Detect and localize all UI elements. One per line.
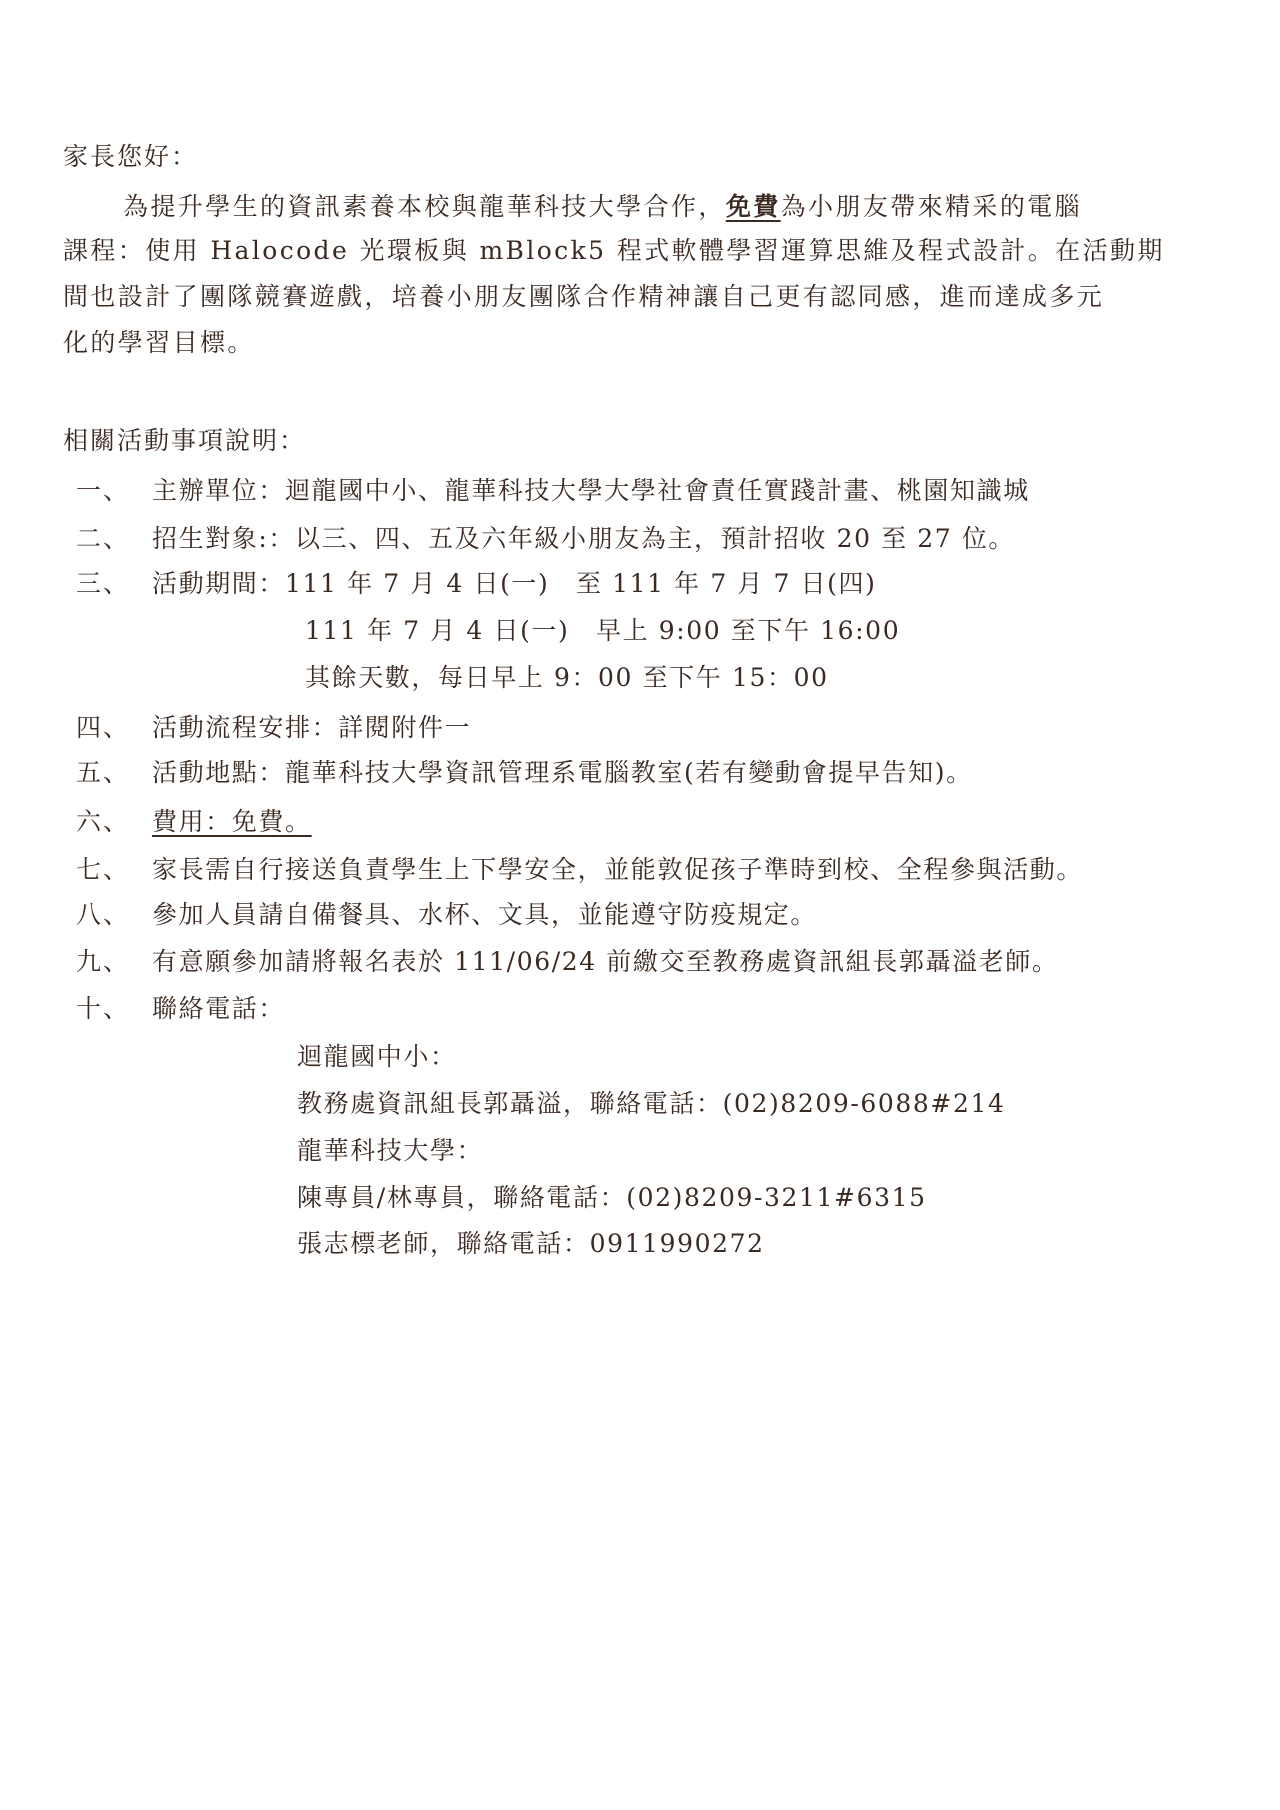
greeting: 家長您好： [63,142,199,171]
item-schedule: 活動流程安排：詳閱附件一 [152,713,472,742]
intro-line-1-a: 為提升學生的資訊素養本校與龍華科技大學合作， [123,192,726,221]
item-pickup: 家長需自行接送負責學生上下學安全，並能敦促孩子準時到校、全程參與活動。 [152,855,1084,884]
item-number: 九、 [76,947,131,976]
item-number: 三、 [76,569,131,598]
item-number: 四、 [76,713,131,742]
contact-university-staff: 陳專員/林專員，聯絡電話：(02)8209-3211#6315 [297,1183,927,1212]
item-number: 一、 [76,476,131,505]
period-other-days: 其餘天數，每日早上 9：00 至下午 15：00 [305,663,829,692]
intro-line-4: 化的學習目標。 [63,328,255,357]
item-location: 活動地點：龍華科技大學資訊管理系電腦教室(若有變動會提早告知)。 [152,758,973,787]
item-organizer: 主辦單位：迴龍國中小、龍華科技大學大學社會責任實踐計畫、桃園知識城 [152,476,1030,505]
item-fee: 費用：免費。 [152,807,312,836]
section-title: 相關活動事項說明： [63,426,307,455]
item-target: 招生對象:：以三、四、五及六年級小朋友為主，預計招收 20 至 27 位。 [152,524,1016,553]
intro-free-emphasis: 免費 [725,192,781,221]
item-number: 八、 [76,900,131,929]
contact-school-name: 迴龍國中小： [297,1042,457,1071]
item-number: 二、 [76,524,131,553]
contact-university-teacher: 張志標老師，聯絡電話：0911990272 [297,1229,765,1258]
item-contact-heading: 聯絡電話： [152,994,286,1023]
item-number: 五、 [76,758,131,787]
item-period: 活動期間：111 年 7 月 4 日(一) 至 111 年 7 月 7 日(四) [152,569,877,598]
period-first-day: 111 年 7 月 4 日(一) 早上 9:00 至下午 16:00 [305,616,901,645]
contact-school-person: 教務處資訊組長郭聶溢，聯絡電話：(02)8209-6088#214 [297,1089,1006,1118]
item-number: 十、 [76,994,131,1023]
intro-line-2: 課程：使用 Halocode 光環板與 mBlock5 程式軟體學習運算思維及程式設計。在活動期 [63,236,1165,265]
item-number: 六、 [76,807,131,836]
item-registration: 有意願參加請將報名表於 111/06/24 前繳交至教務處資訊組長郭聶溢老師。 [152,947,1059,976]
item-number: 七、 [76,855,131,884]
intro-line-3: 間也設計了團隊競賽遊戲，培養小朋友團隊合作精神讓自己更有認同感，進而達成多元 [63,282,1105,311]
contact-university-name: 龍華科技大學： [297,1136,484,1165]
item-supplies: 參加人員請自備餐具、水杯、文具，並能遵守防疫規定。 [152,900,818,929]
intro-line-1 [123,190,1082,224]
intro-line-1-b: 為小朋友帶來精采的電腦 [780,192,1083,221]
